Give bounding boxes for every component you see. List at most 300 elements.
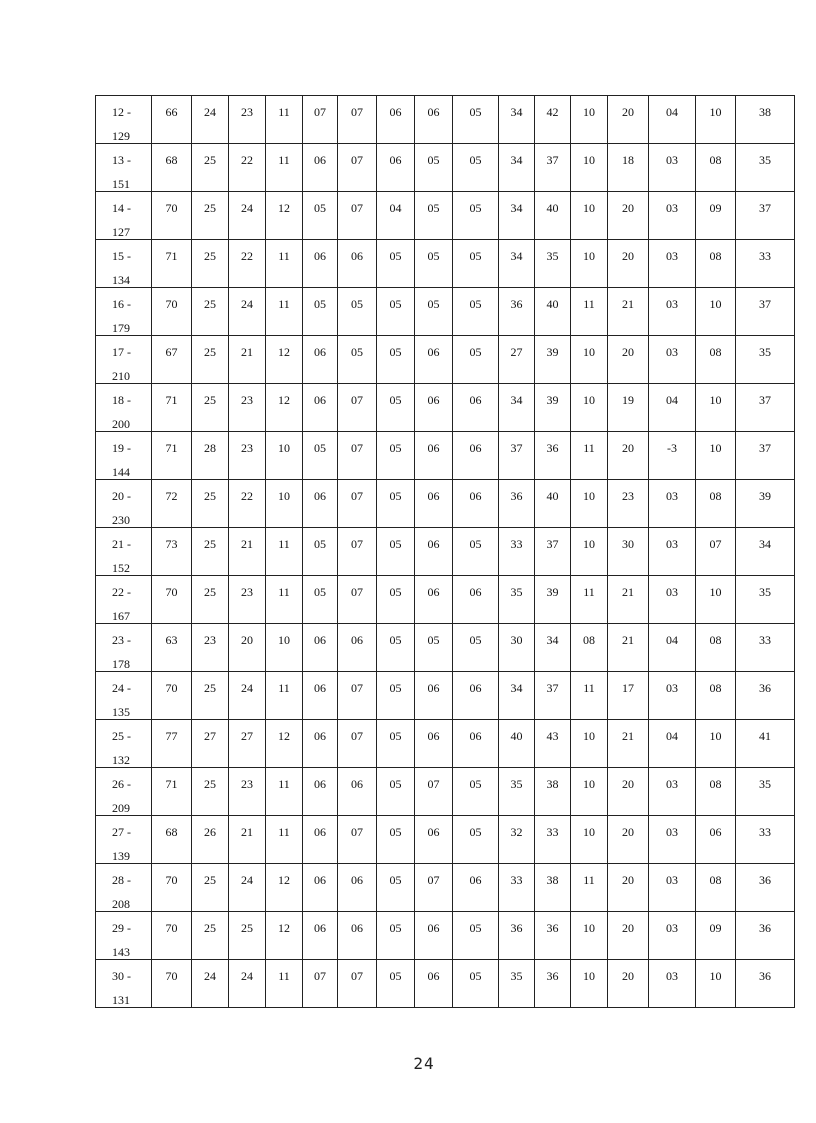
- cell-value: 07: [314, 969, 326, 983]
- cell-value: 18: [622, 153, 634, 167]
- table-cell: [535, 768, 571, 816]
- cell-value: 36: [759, 681, 771, 695]
- table-cell: [377, 864, 415, 912]
- sample-id-number: 139: [112, 849, 130, 863]
- sample-id-prefix: 15 -: [112, 249, 131, 263]
- table-cell: [696, 336, 736, 384]
- table-cell: [535, 96, 571, 144]
- sample-id-cell: [96, 528, 152, 576]
- cell-value: 05: [389, 921, 402, 935]
- cell-value: 41: [759, 729, 771, 743]
- table-cell: [152, 480, 192, 528]
- cell-value: 34: [510, 249, 523, 263]
- sample-id-number: 230: [112, 513, 130, 527]
- table-cell: [152, 864, 192, 912]
- cell-value: 06: [709, 825, 722, 839]
- cell-value: 05: [469, 969, 482, 983]
- cell-value: 06: [314, 825, 326, 839]
- table-cell: [453, 624, 499, 672]
- cell-value: 77: [165, 729, 178, 743]
- cell-value: 36: [759, 969, 771, 983]
- cell-value: 40: [546, 297, 559, 311]
- cell-value: 05: [427, 153, 440, 167]
- table-cell: [338, 672, 377, 720]
- cell-value: 10: [583, 969, 595, 983]
- table-cell: [535, 672, 571, 720]
- table-cell: [453, 144, 499, 192]
- table-row: [96, 432, 795, 480]
- cell-value: 05: [389, 729, 402, 743]
- sample-id-number: 134: [112, 273, 130, 287]
- table-cell: [303, 816, 338, 864]
- cell-value: 05: [389, 297, 402, 311]
- cell-value: 10: [583, 777, 595, 791]
- cell-value: 05: [314, 201, 326, 215]
- table-cell: [499, 528, 535, 576]
- cell-value: 20: [622, 249, 634, 263]
- cell-value: 68: [165, 825, 178, 839]
- table-row: [96, 336, 795, 384]
- table-cell: [649, 384, 696, 432]
- table-cell: [453, 576, 499, 624]
- table-cell: [377, 816, 415, 864]
- cell-value: 43: [546, 729, 559, 743]
- table-cell: [535, 336, 571, 384]
- sample-id-prefix: 14 -: [112, 201, 131, 215]
- table-cell: [499, 912, 535, 960]
- table-cell: [535, 192, 571, 240]
- sample-id-number: 200: [112, 417, 130, 431]
- table-cell: [152, 576, 192, 624]
- cell-value: 06: [427, 537, 440, 551]
- cell-value: 23: [241, 393, 253, 407]
- table-cell: [229, 816, 266, 864]
- cell-value: 03: [666, 345, 678, 359]
- table-cell: [192, 624, 229, 672]
- table-cell: [192, 528, 229, 576]
- cell-value: 42: [546, 105, 559, 119]
- table-cell: [535, 624, 571, 672]
- cell-value: 07: [351, 681, 363, 695]
- cell-value: 05: [314, 585, 326, 599]
- cell-value: 70: [165, 921, 178, 935]
- cell-value: 36: [546, 969, 559, 983]
- cell-value: 35: [759, 345, 771, 359]
- table-cell: [152, 624, 192, 672]
- table-cell: [499, 336, 535, 384]
- cell-value: 37: [546, 537, 559, 551]
- sample-id-number: 208: [112, 897, 130, 911]
- table-cell: [736, 96, 795, 144]
- table-cell: [377, 528, 415, 576]
- table-cell: [649, 336, 696, 384]
- table-cell: [608, 816, 649, 864]
- cell-value: 05: [427, 201, 440, 215]
- cell-value: 36: [759, 873, 771, 887]
- sample-id-number: 210: [112, 369, 130, 383]
- table-cell: [338, 816, 377, 864]
- cell-value: 05: [427, 633, 440, 647]
- cell-value: 10: [709, 585, 722, 599]
- table-cell: [499, 720, 535, 768]
- cell-value: 21: [622, 297, 634, 311]
- table-cell: [338, 720, 377, 768]
- cell-value: 06: [314, 489, 326, 503]
- table-cell: [736, 672, 795, 720]
- cell-value: 34: [759, 537, 771, 551]
- sample-id-number: 144: [112, 465, 130, 479]
- cell-value: 36: [510, 921, 523, 935]
- cell-value: 36: [510, 297, 523, 311]
- table-cell: [649, 624, 696, 672]
- cell-value: 07: [351, 585, 363, 599]
- cell-value: 66: [165, 105, 178, 119]
- cell-value: 06: [314, 153, 326, 167]
- cell-value: 30: [622, 537, 634, 551]
- table-cell: [415, 912, 453, 960]
- table-cell: [303, 528, 338, 576]
- table-cell: [152, 432, 192, 480]
- sample-id-prefix: 24 -: [112, 681, 131, 695]
- sample-id-prefix: 29 -: [112, 921, 131, 935]
- cell-value: 23: [241, 777, 253, 791]
- table-cell: [266, 192, 303, 240]
- cell-value: 05: [389, 441, 402, 455]
- table-cell: [736, 816, 795, 864]
- cell-value: 26: [204, 825, 216, 839]
- cell-value: 07: [351, 969, 363, 983]
- table-cell: [696, 192, 736, 240]
- cell-value: 07: [709, 537, 722, 551]
- table-cell: [696, 816, 736, 864]
- table-cell: [453, 240, 499, 288]
- table-cell: [453, 672, 499, 720]
- cell-value: 20: [622, 105, 634, 119]
- cell-value: 11: [583, 297, 595, 311]
- table-cell: [266, 336, 303, 384]
- cell-value: 71: [165, 393, 178, 407]
- table-cell: [377, 192, 415, 240]
- cell-value: 24: [241, 201, 253, 215]
- table-cell: [192, 672, 229, 720]
- table-cell: [338, 528, 377, 576]
- cell-value: 06: [427, 681, 440, 695]
- table-cell: [152, 720, 192, 768]
- sample-id-prefix: 21 -: [112, 537, 131, 551]
- cell-value: 06: [314, 633, 326, 647]
- cell-value: 25: [204, 585, 216, 599]
- table-cell: [571, 144, 608, 192]
- table-cell: [649, 816, 696, 864]
- table-cell: [608, 912, 649, 960]
- cell-value: 22: [241, 249, 253, 263]
- cell-value: 06: [469, 873, 482, 887]
- cell-value: 20: [622, 201, 634, 215]
- cell-value: 10: [709, 393, 722, 407]
- table-cell: [571, 576, 608, 624]
- cell-value: 06: [351, 777, 363, 791]
- cell-value: 24: [204, 105, 216, 119]
- table-cell: [736, 336, 795, 384]
- table-cell: [229, 768, 266, 816]
- table-cell: [499, 96, 535, 144]
- table-cell: [499, 768, 535, 816]
- table-cell: [453, 336, 499, 384]
- table-cell: [303, 960, 338, 1008]
- sample-id-prefix: 22 -: [112, 585, 131, 599]
- cell-value: 37: [759, 297, 771, 311]
- cell-value: 03: [666, 297, 678, 311]
- table-cell: [229, 288, 266, 336]
- cell-value: 12: [278, 873, 290, 887]
- table-cell: [453, 384, 499, 432]
- table-cell: [229, 336, 266, 384]
- table-cell: [192, 288, 229, 336]
- table-cell: [736, 960, 795, 1008]
- sample-id-prefix: 23 -: [112, 633, 131, 647]
- table-cell: [696, 864, 736, 912]
- table-cell: [571, 624, 608, 672]
- table-cell: [649, 960, 696, 1008]
- table-cell: [229, 384, 266, 432]
- table-cell: [649, 720, 696, 768]
- cell-value: 25: [204, 297, 216, 311]
- table-cell: [266, 288, 303, 336]
- table-cell: [229, 624, 266, 672]
- table-cell: [535, 912, 571, 960]
- cell-value: 12: [278, 393, 290, 407]
- sample-id-prefix: 16 -: [112, 297, 131, 311]
- cell-value: 70: [165, 969, 178, 983]
- table-cell: [266, 96, 303, 144]
- table-cell: [303, 864, 338, 912]
- table-cell: [608, 864, 649, 912]
- table-cell: [338, 288, 377, 336]
- table-cell: [377, 288, 415, 336]
- table-cell: [696, 576, 736, 624]
- cell-value: 06: [427, 585, 440, 599]
- table-cell: [229, 240, 266, 288]
- cell-value: 08: [709, 681, 722, 695]
- cell-value: 05: [389, 873, 402, 887]
- table-cell: [649, 672, 696, 720]
- table-body: [96, 96, 795, 1008]
- table-cell: [571, 768, 608, 816]
- table-cell: [608, 720, 649, 768]
- table-cell: [535, 576, 571, 624]
- table-cell: [453, 192, 499, 240]
- sample-id-number: 151: [112, 177, 130, 191]
- cell-value: 39: [546, 345, 559, 359]
- table-cell: [377, 768, 415, 816]
- cell-value: 03: [666, 249, 678, 263]
- cell-value: 06: [469, 585, 482, 599]
- cell-value: 08: [709, 153, 722, 167]
- table-cell: [453, 528, 499, 576]
- cell-value: 33: [546, 825, 559, 839]
- cell-value: 25: [241, 921, 253, 935]
- table-cell: [535, 144, 571, 192]
- table-cell: [338, 480, 377, 528]
- cell-value: 03: [666, 777, 678, 791]
- table-cell: [696, 480, 736, 528]
- table-cell: [192, 240, 229, 288]
- cell-value: 06: [314, 681, 326, 695]
- table-cell: [229, 432, 266, 480]
- sample-id-number: 129: [112, 129, 130, 143]
- sample-id-prefix: 27 -: [112, 825, 131, 839]
- table-row: [96, 864, 795, 912]
- cell-value: 21: [622, 585, 634, 599]
- cell-value: 03: [666, 153, 678, 167]
- cell-value: 35: [510, 777, 523, 791]
- table-row: [96, 576, 795, 624]
- table-cell: [192, 480, 229, 528]
- table-cell: [415, 192, 453, 240]
- cell-value: 07: [351, 729, 363, 743]
- cell-value: 10: [583, 921, 595, 935]
- cell-value: 25: [204, 873, 216, 887]
- cell-value: 11: [278, 585, 290, 599]
- cell-value: 33: [510, 537, 523, 551]
- cell-value: 25: [204, 489, 216, 503]
- table-row: [96, 144, 795, 192]
- cell-value: 23: [622, 489, 634, 503]
- cell-value: 25: [204, 249, 216, 263]
- cell-value: 11: [278, 969, 290, 983]
- table-cell: [303, 240, 338, 288]
- table-cell: [338, 96, 377, 144]
- sample-id-cell: [96, 144, 152, 192]
- table-cell: [192, 432, 229, 480]
- sample-id-cell: [96, 336, 152, 384]
- table-cell: [696, 288, 736, 336]
- cell-value: 22: [241, 153, 253, 167]
- cell-value: 71: [165, 777, 178, 791]
- table-cell: [608, 960, 649, 1008]
- cell-value: 70: [165, 873, 178, 887]
- table-row: [96, 96, 795, 144]
- table-row: [96, 480, 795, 528]
- table-cell: [415, 480, 453, 528]
- table-cell: [499, 672, 535, 720]
- table-cell: [608, 672, 649, 720]
- table-cell: [303, 768, 338, 816]
- table-row: [96, 192, 795, 240]
- cell-value: 40: [546, 489, 559, 503]
- table-cell: [608, 480, 649, 528]
- table-cell: [377, 912, 415, 960]
- table-cell: [415, 864, 453, 912]
- table-cell: [303, 144, 338, 192]
- cell-value: 37: [546, 153, 559, 167]
- cell-value: 05: [389, 681, 402, 695]
- cell-value: 37: [546, 681, 559, 695]
- cell-value: 05: [469, 153, 482, 167]
- table-cell: [736, 432, 795, 480]
- cell-value: 11: [278, 249, 290, 263]
- cell-value: 06: [427, 345, 440, 359]
- table-cell: [535, 288, 571, 336]
- table-cell: [499, 384, 535, 432]
- table-cell: [266, 384, 303, 432]
- cell-value: 05: [389, 537, 402, 551]
- sample-id-prefix: 12 -: [112, 105, 131, 119]
- table-cell: [608, 768, 649, 816]
- table-cell: [377, 144, 415, 192]
- cell-value: 38: [546, 873, 559, 887]
- cell-value: 34: [510, 153, 523, 167]
- table-cell: [338, 384, 377, 432]
- sample-id-cell: [96, 240, 152, 288]
- table-cell: [338, 336, 377, 384]
- table-cell: [303, 624, 338, 672]
- cell-value: 33: [759, 249, 771, 263]
- table-cell: [266, 240, 303, 288]
- cell-value: 19: [622, 393, 634, 407]
- sample-id-prefix: 26 -: [112, 777, 131, 791]
- table-cell: [338, 768, 377, 816]
- table-cell: [152, 288, 192, 336]
- cell-value: 11: [583, 873, 595, 887]
- table-cell: [415, 528, 453, 576]
- table-cell: [377, 384, 415, 432]
- table-cell: [415, 624, 453, 672]
- cell-value: 37: [759, 441, 771, 455]
- cell-value: 08: [709, 489, 722, 503]
- cell-value: 35: [510, 585, 523, 599]
- cell-value: 25: [204, 537, 216, 551]
- sample-id-number: 132: [112, 753, 130, 767]
- sample-id-cell: [96, 432, 152, 480]
- cell-value: 35: [759, 585, 771, 599]
- cell-value: 07: [351, 153, 363, 167]
- cell-value: 06: [427, 825, 440, 839]
- table-cell: [736, 480, 795, 528]
- table-cell: [377, 96, 415, 144]
- cell-value: 11: [278, 681, 290, 695]
- table-cell: [192, 96, 229, 144]
- cell-value: 35: [759, 777, 771, 791]
- sample-id-cell: [96, 192, 152, 240]
- table-cell: [649, 240, 696, 288]
- table-cell: [736, 720, 795, 768]
- cell-value: 06: [469, 681, 482, 695]
- cell-value: 37: [510, 441, 523, 455]
- table-cell: [266, 720, 303, 768]
- table-cell: [453, 816, 499, 864]
- cell-value: 06: [314, 873, 326, 887]
- sample-id-cell: [96, 672, 152, 720]
- table-cell: [649, 96, 696, 144]
- cell-value: 21: [622, 729, 634, 743]
- cell-value: 06: [427, 105, 440, 119]
- table-cell: [415, 576, 453, 624]
- cell-value: 37: [759, 393, 771, 407]
- cell-value: 03: [666, 681, 678, 695]
- table-cell: [608, 624, 649, 672]
- table-cell: [303, 288, 338, 336]
- table-cell: [152, 192, 192, 240]
- table-cell: [571, 432, 608, 480]
- cell-value: 11: [583, 441, 595, 455]
- cell-value: 38: [759, 105, 771, 119]
- cell-value: 05: [314, 537, 326, 551]
- cell-value: 23: [204, 633, 216, 647]
- table-cell: [229, 672, 266, 720]
- table-cell: [649, 480, 696, 528]
- cell-value: 06: [427, 393, 440, 407]
